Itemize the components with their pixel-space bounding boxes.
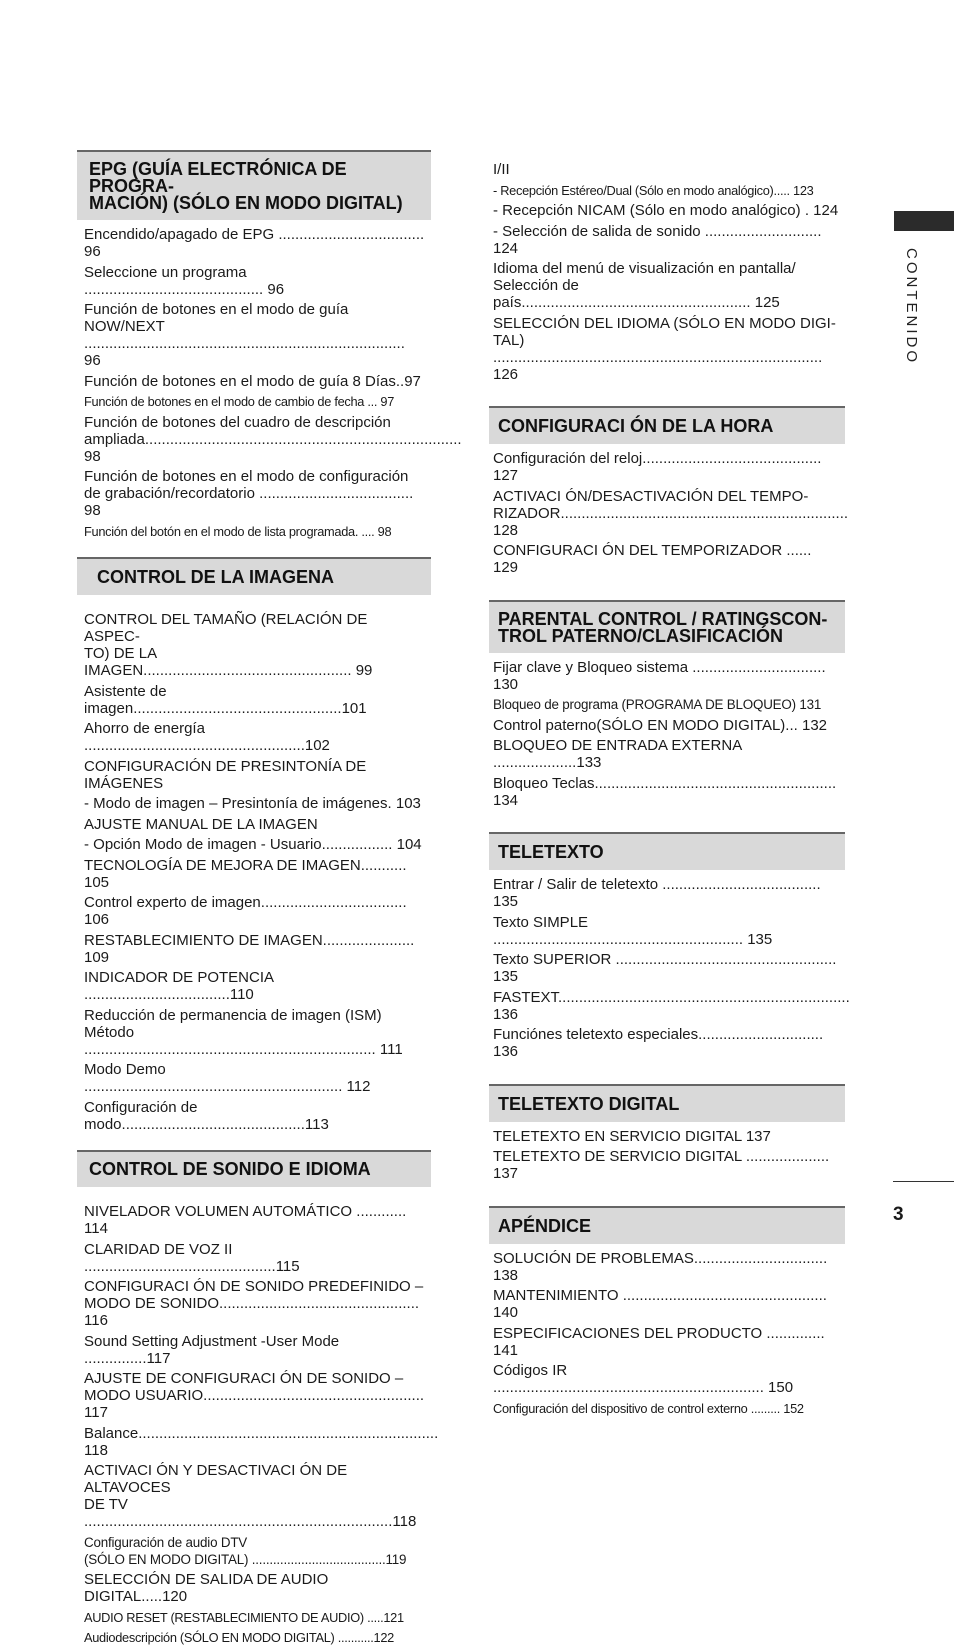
side-section-label: CONTENIDO: [903, 248, 920, 365]
toc-entry[interactable]: Control paterno(SÓLO EN MODO DIGITAL)... 132: [493, 716, 827, 734]
section-header-sonido: CONTROL DE SONIDO E IDIOMA: [77, 1150, 431, 1187]
section-header-apendice: APÉNDICE: [489, 1206, 845, 1244]
toc-entry[interactable]: Fijar clave y Bloqueo sistema ................................ 130: [493, 658, 826, 693]
toc-entry[interactable]: AUDIO RESET (RESTABLECIMIENTO DE AUDIO) .....121: [84, 1609, 404, 1625]
toc-entry[interactable]: Reducción de permanencia de imagen (ISM) Método ...................................................................... 111: [84, 1006, 403, 1058]
toc-entry[interactable]: Función de botones en el modo de guía NOW/NEXT ............................................................................. 96: [84, 301, 405, 369]
toc-entry[interactable]: INDICADOR DE POTENCIA ...................................110: [84, 969, 274, 1003]
section-header-teletexto: TELETEXTO: [489, 832, 845, 870]
section-entries-teletexto: [489, 876, 850, 1060]
toc-entry[interactable]: Configuración de audio DTV (SÓLO EN MODO DIGITAL) ......................................119: [84, 1534, 407, 1567]
toc-entry[interactable]: Configuración de modo............................................113: [84, 1098, 329, 1133]
toc-entry[interactable]: ACTIVACI ÓN Y DESACTIVACI ÓN DE ALTAVOCES DE TV ..........................................................................118: [84, 1462, 417, 1530]
toc-left-column: [77, 150, 462, 1650]
section-entries-hora: [489, 450, 849, 576]
toc-entry[interactable]: AJUSTE DE CONFIGURACI ÓN DE SONIDO – MODO USUARIO..................................................... 117: [84, 1370, 425, 1421]
toc-entry[interactable]: - Recepción NICAM (Sólo en modo analógico) . 124: [493, 202, 839, 219]
toc-entry[interactable]: NIVELADOR VOLUMEN AUTOMÁTICO ............ 114: [84, 1203, 407, 1237]
toc-entry[interactable]: SELECCIÓN DE SALIDA DE AUDIO DIGITAL.....120: [84, 1571, 329, 1605]
toc-entry[interactable]: CONFIGURACIÓN DE PRESINTONÍA DE IMÁGENES: [84, 757, 367, 792]
toc-entry[interactable]: Función de botones del cuadro de descripción ampliada............................................................................ 98: [84, 413, 462, 465]
toc-entry[interactable]: Balance........................................................................ 118: [84, 1424, 439, 1459]
section-entries-imagen: [77, 611, 431, 1133]
toc-entry[interactable]: - Opción Modo de imagen - Usuario................. 104: [84, 836, 422, 853]
toc-entry[interactable]: CONFIGURACI ÓN DE SONIDO PREDEFINIDO – MODO DE SONIDO................................................ 116: [84, 1278, 424, 1329]
footer-rule: [893, 1181, 954, 1182]
toc-entry[interactable]: Bloqueo Teclas.......................................................... 134: [493, 774, 837, 809]
toc-entry[interactable]: Función de botones en el modo de cambio de fecha ... 97: [84, 394, 395, 409]
toc-entry[interactable]: Audiodescripción (SÓLO EN MODO DIGITAL) ...........122: [84, 1630, 394, 1645]
toc-entry[interactable]: - Selección de salida de sonido ............................ 124: [493, 222, 822, 257]
side-tab-marker: [894, 211, 954, 231]
section-entries-audio-cont: [489, 161, 845, 383]
section-header-teletexto-digital: TELETEXTO DIGITAL: [489, 1084, 845, 1122]
toc-entry[interactable]: Modo Demo .............................................................. 112: [84, 1061, 371, 1095]
toc-entry[interactable]: ESPECIFICACIONES DEL PRODUCTO .............. 141: [493, 1324, 825, 1359]
toc-entry[interactable]: Encendido/apagado de EPG ................................... 96: [84, 226, 425, 260]
section-entries-parental: [489, 659, 845, 809]
toc-right-column: [489, 158, 850, 1420]
toc-entry[interactable]: Códigos IR ................................................................. 150: [493, 1362, 794, 1396]
toc-entry[interactable]: AJUSTE MANUAL DE LA IMAGEN: [84, 815, 318, 833]
toc-entry[interactable]: Sound Setting Adjustment -User Mode ...............117: [84, 1332, 340, 1367]
toc-entry[interactable]: FASTEXT...................................................................... 136: [493, 988, 850, 1023]
toc-entry[interactable]: SELECCIÓN DEL IDIOMA (SÓLO EN MODO DIGI- TAL) ............................................................................... 126: [493, 314, 836, 383]
toc-entry[interactable]: Función de botones en el modo de configuración de grabación/recordatorio ..................................... 98: [84, 468, 414, 519]
toc-entry[interactable]: TELETEXTO EN SERVICIO DIGITAL 137: [493, 1127, 771, 1145]
toc-entry[interactable]: CLARIDAD DE VOZ II ..............................................115: [84, 1240, 300, 1275]
section-entries-epg: [77, 226, 462, 540]
section-header-parental: PARENTAL CONTROL / RATINGSCON- TROL PATERNO/CLASIFICACIÓN: [489, 600, 845, 653]
toc-entry[interactable]: Funciónes teletexto especiales.............................. 136: [493, 1026, 824, 1060]
section-header-epg: EPG (GUÍA ELECTRÓNICA DE PROGRA- MACIÓN) (SÓLO EN MODO DIGITAL): [77, 150, 431, 220]
toc-entry[interactable]: Idioma del menú de visualización en pantalla/ Selección de país....................................................... 125: [493, 260, 796, 311]
toc-entry[interactable]: Configuración del dispositivo de control externo ......... 152: [493, 1400, 804, 1416]
section-header-hora: CONFIGURACI ÓN DE LA HORA: [489, 406, 845, 444]
section-entries-apendice: [489, 1250, 845, 1417]
toc-entry[interactable]: Texto SIMPLE ............................................................ 135: [493, 913, 773, 948]
toc-entry[interactable]: TECNOLOGÍA DE MEJORA DE IMAGEN........... 105: [84, 856, 407, 891]
toc-entry[interactable]: TELETEXTO DE SERVICIO DIGITAL .................... 137: [493, 1148, 830, 1182]
toc-entry[interactable]: ACTIVACI ÓN/DESACTIVACIÓN DEL TEMPO- RIZADOR..................................................................... 128: [493, 487, 849, 539]
section-header-imagen: CONTROL DE LA IMAGENA: [77, 557, 431, 595]
toc-entry[interactable]: Bloqueo de programa (PROGRAMA DE BLOQUEO) 131: [493, 697, 822, 712]
section-entries-sonido: [77, 1203, 439, 1646]
toc-entry[interactable]: MANTENIMIENTO ................................................. 140: [493, 1287, 827, 1321]
toc-entry[interactable]: Función de botones en el modo de guía 8 Días..97: [84, 372, 421, 390]
toc-entry[interactable]: Configuración del reloj........................................... 127: [493, 450, 822, 484]
toc-entry[interactable]: Entrar / Salir de teletexto ...................................... 135: [493, 876, 821, 910]
toc-entry[interactable]: - Modo de imagen – Presintonía de imágenes. 103: [84, 795, 421, 812]
toc-entry[interactable]: SOLUCIÓN DE PROBLEMAS................................ 138: [493, 1249, 828, 1284]
toc-entry[interactable]: - Recepción Estéreo/Dual (Sólo en modo analógico)..... 123: [493, 182, 814, 198]
toc-entry[interactable]: BLOQUEO DE ENTRADA EXTERNA ....................133: [493, 737, 742, 771]
toc-entry[interactable]: Función del botón en el modo de lista programada. .... 98: [84, 523, 392, 539]
toc-entry[interactable]: CONTROL DEL TAMAÑO (RELACIÓN DE ASPEC- TO) DE LA IMAGEN.................................................. 99: [84, 611, 373, 679]
toc-entry[interactable]: CONFIGURACI ÓN DEL TEMPORIZADOR ...... 129: [493, 542, 812, 576]
toc-entry[interactable]: Ahorro de energía .....................................................102: [84, 720, 330, 754]
toc-entry: I/II: [493, 161, 510, 178]
toc-entry[interactable]: Texto SUPERIOR ..................................................... 135: [493, 951, 837, 985]
toc-entry[interactable]: Asistente de imagen..................................................101: [84, 682, 367, 717]
toc-entry[interactable]: Seleccione un programa ........................................... 96: [84, 263, 285, 298]
toc-entry[interactable]: Control experto de imagen................................... 106: [84, 894, 407, 928]
page-number: 3: [893, 1204, 904, 1225]
section-entries-teletexto-digital: [489, 1128, 845, 1183]
toc-entry[interactable]: RESTABLECIMIENTO DE IMAGEN...................... 109: [84, 931, 415, 966]
